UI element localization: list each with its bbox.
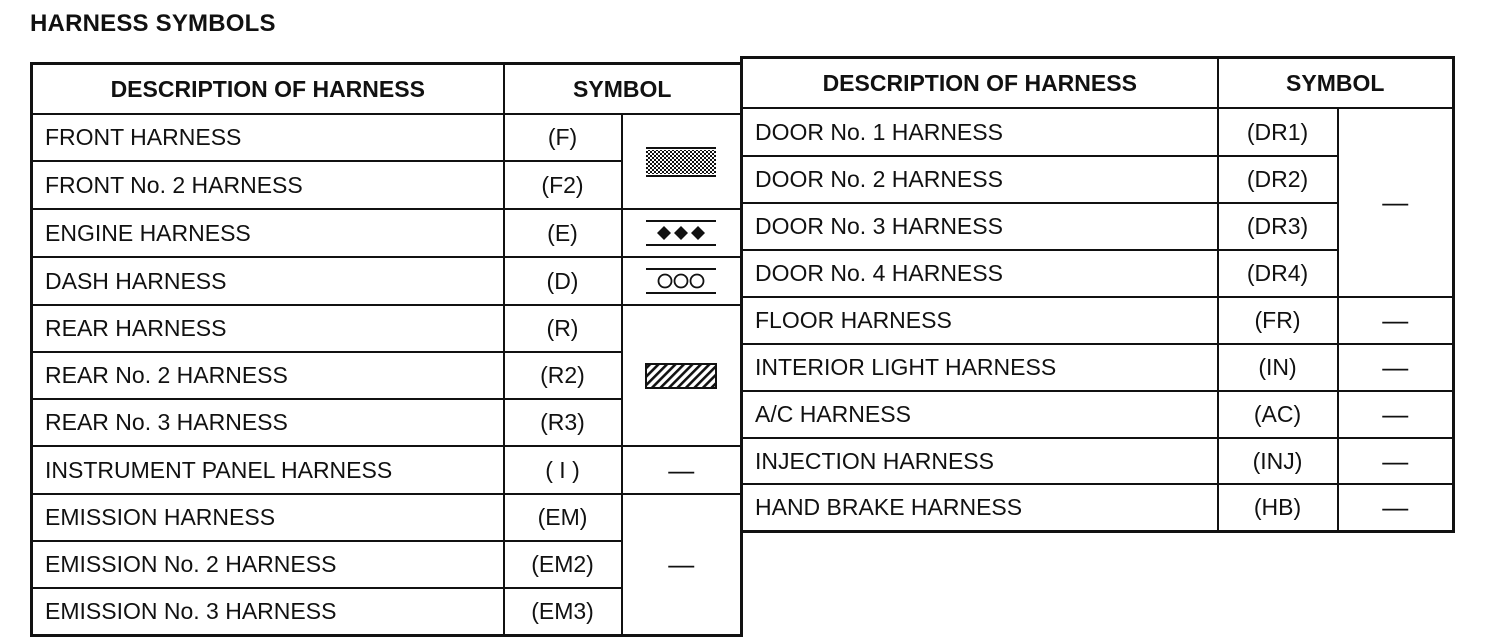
harness-name: INJECTION HARNESS [742,438,1218,484]
page-title: HARNESS SYMBOLS [30,10,276,37]
harness-code: (DR2) [1218,156,1338,203]
harness-code: (D) [504,257,622,305]
harness-name: DOOR No. 3 HARNESS [742,203,1218,250]
rear-harness-symbol [622,305,742,446]
dash-harness-symbol [622,257,742,305]
table-row [32,114,742,161]
crosshatch-dots-icon [644,145,718,179]
table-row [742,108,1454,156]
diamond-line-icon [644,218,718,248]
dash-symbol: — [1338,344,1454,391]
harness-code: (EM) [504,494,622,541]
harness-name: REAR No. 2 HARNESS [32,352,504,399]
circle-line-icon [644,266,718,296]
header-symbol: SYMBOL [1218,58,1454,109]
table-row [742,344,1454,391]
diagonal-hatch-icon [644,360,718,392]
dash-symbol: — [1338,297,1454,344]
table-row [742,391,1454,438]
dash-symbol: — [1338,108,1454,297]
harness-name: FLOOR HARNESS [742,297,1218,344]
harness-code: (DR1) [1218,108,1338,156]
harness-code: (R) [504,305,622,352]
table-row [742,438,1454,484]
table-row [742,297,1454,344]
harness-code: (DR3) [1218,203,1338,250]
harness-code: (INJ) [1218,438,1338,484]
harness-name: A/C HARNESS [742,391,1218,438]
harness-name: REAR HARNESS [32,305,504,352]
header-description: DESCRIPTION OF HARNESS [32,64,504,115]
harness-name: DASH HARNESS [32,257,504,305]
harness-code: (EM2) [504,541,622,588]
dash-symbol: — [622,494,742,635]
harness-code: ( I ) [504,446,622,494]
dash-symbol: — [1338,438,1454,484]
table-row [32,494,742,541]
harness-name: FRONT HARNESS [32,114,504,161]
harness-code: (FR) [1218,297,1338,344]
harness-name: DOOR No. 4 HARNESS [742,250,1218,297]
harness-name: HAND BRAKE HARNESS [742,484,1218,531]
harness-name: FRONT No. 2 HARNESS [32,161,504,209]
engine-harness-symbol [622,209,742,257]
harness-table-right [740,56,1455,533]
harness-name: INTERIOR LIGHT HARNESS [742,344,1218,391]
header-description: DESCRIPTION OF HARNESS [742,58,1218,109]
harness-code: (IN) [1218,344,1338,391]
table-row [32,446,742,494]
harness-code: (EM3) [504,588,622,635]
table-row [32,209,742,257]
harness-code: (F) [504,114,622,161]
harness-name: DOOR No. 1 HARNESS [742,108,1218,156]
harness-name: ENGINE HARNESS [32,209,504,257]
harness-code: (DR4) [1218,250,1338,297]
table-row [742,484,1454,531]
harness-name: INSTRUMENT PANEL HARNESS [32,446,504,494]
harness-table-left [30,62,743,637]
dash-symbol: — [1338,391,1454,438]
harness-name: DOOR No. 2 HARNESS [742,156,1218,203]
harness-name: REAR No. 3 HARNESS [32,399,504,446]
table-header-row [742,58,1454,109]
dash-symbol: — [1338,484,1454,531]
harness-name: EMISSION No. 2 HARNESS [32,541,504,588]
table-row [32,257,742,305]
header-symbol: SYMBOL [504,64,742,115]
front-harness-symbol [622,114,742,209]
harness-code: (E) [504,209,622,257]
table-row [32,305,742,352]
harness-code: (HB) [1218,484,1338,531]
table-header-row [32,64,742,115]
harness-name: EMISSION HARNESS [32,494,504,541]
harness-name: EMISSION No. 3 HARNESS [32,588,504,635]
harness-code: (AC) [1218,391,1338,438]
harness-code: (R3) [504,399,622,446]
harness-code: (R2) [504,352,622,399]
dash-symbol: — [622,446,742,494]
harness-code: (F2) [504,161,622,209]
